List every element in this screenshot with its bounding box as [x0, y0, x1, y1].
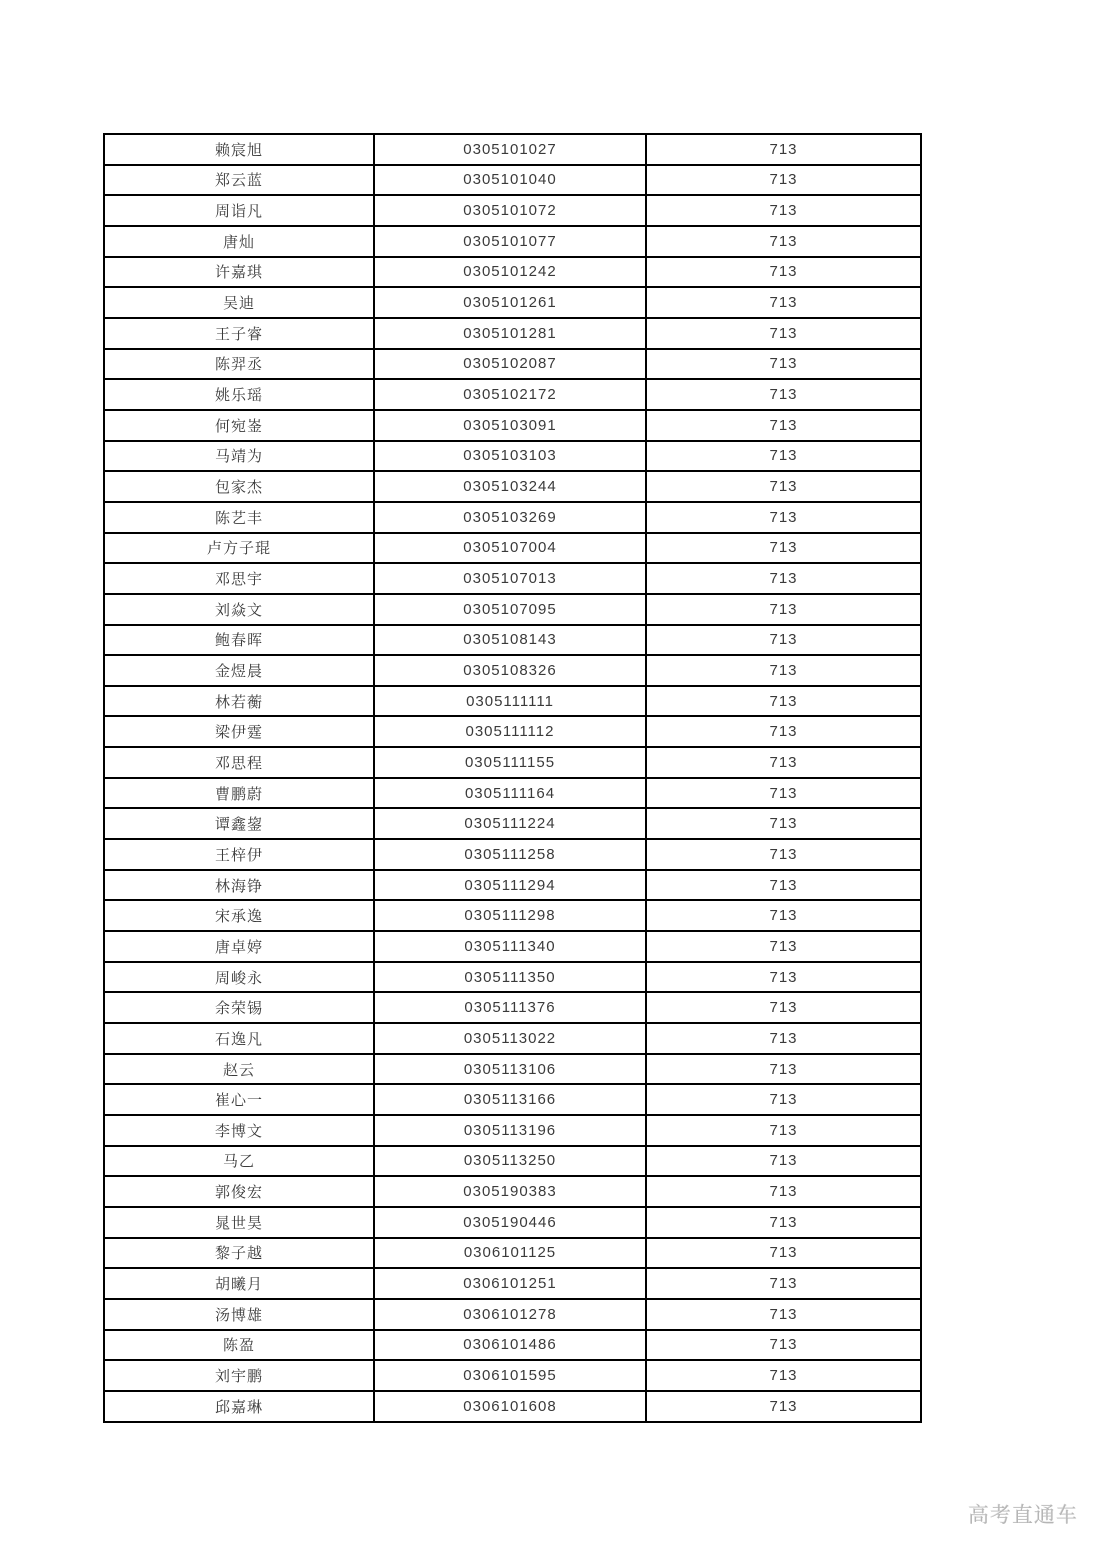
exam-id-cell: 0305111111	[374, 686, 646, 717]
student-name-cell: 唐卓婷	[104, 931, 374, 962]
student-name-cell: 何宛崟	[104, 410, 374, 441]
score-cell: 713	[646, 502, 921, 533]
table-row	[104, 1299, 921, 1330]
exam-id-cell: 0305103269	[374, 502, 646, 533]
score-cell: 713	[646, 195, 921, 226]
table-row	[104, 1023, 921, 1054]
student-name-cell: 石逸凡	[104, 1023, 374, 1054]
student-name-cell: 周峻永	[104, 962, 374, 993]
student-name-cell: 刘焱文	[104, 594, 374, 625]
exam-id-cell: 0305190383	[374, 1176, 646, 1207]
table-row	[104, 410, 921, 441]
student-name-cell: 赵云	[104, 1054, 374, 1085]
score-cell: 713	[646, 1330, 921, 1361]
student-name-cell: 周诣凡	[104, 195, 374, 226]
score-cell: 713	[646, 533, 921, 564]
exam-id-cell: 0305101077	[374, 226, 646, 257]
student-name-cell: 邓思宇	[104, 563, 374, 594]
student-name-cell: 吴迪	[104, 287, 374, 318]
score-cell: 713	[646, 349, 921, 380]
exam-id-cell: 0305111298	[374, 900, 646, 931]
score-cell: 713	[646, 1391, 921, 1422]
student-name-cell: 邓思程	[104, 747, 374, 778]
score-cell: 713	[646, 1023, 921, 1054]
exam-id-cell: 0305113196	[374, 1115, 646, 1146]
table-row	[104, 1330, 921, 1361]
table-row	[104, 778, 921, 809]
score-cell: 713	[646, 778, 921, 809]
table-row	[104, 1146, 921, 1177]
exam-id-cell: 0305190446	[374, 1207, 646, 1238]
exam-id-cell: 0305107095	[374, 594, 646, 625]
exam-id-cell: 0305102172	[374, 379, 646, 410]
table-row	[104, 594, 921, 625]
student-name-cell: 李博文	[104, 1115, 374, 1146]
student-name-cell: 鲍春晖	[104, 625, 374, 656]
score-cell: 713	[646, 900, 921, 931]
exam-id-cell: 0305111155	[374, 747, 646, 778]
score-cell: 713	[646, 1360, 921, 1391]
exam-id-cell: 0306101278	[374, 1299, 646, 1330]
student-name-cell: 曹鹏蔚	[104, 778, 374, 809]
table-row	[104, 870, 921, 901]
score-cell: 713	[646, 1207, 921, 1238]
table-row	[104, 900, 921, 931]
score-cell: 713	[646, 257, 921, 288]
exam-id-cell: 0305111376	[374, 992, 646, 1023]
exam-id-cell: 0305101040	[374, 165, 646, 196]
table-row	[104, 655, 921, 686]
exam-id-cell: 0305107013	[374, 563, 646, 594]
score-cell: 713	[646, 134, 921, 165]
exam-id-cell: 0305103103	[374, 441, 646, 472]
exam-id-cell: 0305103244	[374, 471, 646, 502]
student-name-cell: 马靖为	[104, 441, 374, 472]
table-row	[104, 1054, 921, 1085]
exam-id-cell: 0305101261	[374, 287, 646, 318]
score-cell: 713	[646, 839, 921, 870]
student-name-cell: 余荣锡	[104, 992, 374, 1023]
exam-id-cell: 0305111350	[374, 962, 646, 993]
score-table	[103, 133, 922, 1423]
table-row	[104, 686, 921, 717]
score-cell: 713	[646, 747, 921, 778]
student-name-cell: 黎子越	[104, 1238, 374, 1269]
exam-id-cell: 0305111164	[374, 778, 646, 809]
table-row	[104, 195, 921, 226]
score-cell: 713	[646, 594, 921, 625]
student-name-cell: 姚乐瑶	[104, 379, 374, 410]
student-name-cell: 邱嘉琳	[104, 1391, 374, 1422]
exam-id-cell: 0305113166	[374, 1084, 646, 1115]
table-row	[104, 318, 921, 349]
exam-id-cell: 0306101251	[374, 1268, 646, 1299]
table-row	[104, 1207, 921, 1238]
table-row	[104, 226, 921, 257]
table-row	[104, 1268, 921, 1299]
exam-id-cell: 0305111258	[374, 839, 646, 870]
score-cell: 713	[646, 716, 921, 747]
score-cell: 713	[646, 1268, 921, 1299]
student-name-cell: 陈羿丞	[104, 349, 374, 380]
exam-id-cell: 0305111224	[374, 808, 646, 839]
student-name-cell: 宋承逸	[104, 900, 374, 931]
table-row	[104, 716, 921, 747]
score-cell: 713	[646, 655, 921, 686]
student-name-cell: 林若蘅	[104, 686, 374, 717]
student-name-cell: 卢方子琨	[104, 533, 374, 564]
score-table-body	[104, 134, 921, 1422]
exam-id-cell: 0305107004	[374, 533, 646, 564]
score-cell: 713	[646, 686, 921, 717]
score-cell: 713	[646, 1238, 921, 1269]
student-name-cell: 王梓伊	[104, 839, 374, 870]
exam-id-cell: 0305101072	[374, 195, 646, 226]
table-row	[104, 502, 921, 533]
table-row	[104, 349, 921, 380]
score-cell: 713	[646, 808, 921, 839]
exam-id-cell: 0305111340	[374, 931, 646, 962]
score-cell: 713	[646, 1176, 921, 1207]
exam-id-cell: 0305102087	[374, 349, 646, 380]
table-row	[104, 931, 921, 962]
score-cell: 713	[646, 318, 921, 349]
student-name-cell: 许嘉琪	[104, 257, 374, 288]
score-cell: 713	[646, 410, 921, 441]
table-row	[104, 747, 921, 778]
exam-id-cell: 0306101608	[374, 1391, 646, 1422]
exam-id-cell: 0305111112	[374, 716, 646, 747]
student-name-cell: 包家杰	[104, 471, 374, 502]
exam-id-cell: 0305108143	[374, 625, 646, 656]
score-cell: 713	[646, 563, 921, 594]
table-row	[104, 563, 921, 594]
student-name-cell: 刘宇鹏	[104, 1360, 374, 1391]
student-name-cell: 马乙	[104, 1146, 374, 1177]
student-name-cell: 金煜晨	[104, 655, 374, 686]
student-name-cell: 胡曦月	[104, 1268, 374, 1299]
exam-id-cell: 0305101281	[374, 318, 646, 349]
score-cell: 713	[646, 379, 921, 410]
exam-id-cell: 0306101486	[374, 1330, 646, 1361]
table-row	[104, 1360, 921, 1391]
student-name-cell: 谭鑫鋆	[104, 808, 374, 839]
table-row	[104, 1084, 921, 1115]
score-cell: 713	[646, 625, 921, 656]
score-cell: 713	[646, 1054, 921, 1085]
table-row	[104, 287, 921, 318]
exam-id-cell: 0305103091	[374, 410, 646, 441]
table-row	[104, 533, 921, 564]
exam-id-cell: 0305111294	[374, 870, 646, 901]
table-row	[104, 379, 921, 410]
table-row	[104, 257, 921, 288]
student-name-cell: 赖宸旭	[104, 134, 374, 165]
student-name-cell: 郭俊宏	[104, 1176, 374, 1207]
exam-id-cell: 0305113106	[374, 1054, 646, 1085]
score-cell: 713	[646, 226, 921, 257]
score-cell: 713	[646, 870, 921, 901]
student-name-cell: 陈艺丰	[104, 502, 374, 533]
score-cell: 713	[646, 992, 921, 1023]
score-cell: 713	[646, 1084, 921, 1115]
score-cell: 713	[646, 441, 921, 472]
student-name-cell: 汤博雄	[104, 1299, 374, 1330]
exam-id-cell: 0306101595	[374, 1360, 646, 1391]
student-name-cell: 林海铮	[104, 870, 374, 901]
score-cell: 713	[646, 287, 921, 318]
student-name-cell: 唐灿	[104, 226, 374, 257]
table-row	[104, 441, 921, 472]
table-row	[104, 1391, 921, 1422]
student-name-cell: 晁世昊	[104, 1207, 374, 1238]
table-row	[104, 1176, 921, 1207]
table-row	[104, 962, 921, 993]
score-cell: 713	[646, 1115, 921, 1146]
table-row	[104, 165, 921, 196]
student-name-cell: 王子睿	[104, 318, 374, 349]
table-row	[104, 839, 921, 870]
score-cell: 713	[646, 1299, 921, 1330]
student-name-cell: 陈盈	[104, 1330, 374, 1361]
exam-id-cell: 0305113022	[374, 1023, 646, 1054]
exam-id-cell: 0305108326	[374, 655, 646, 686]
table-row	[104, 808, 921, 839]
exam-id-cell: 0305101242	[374, 257, 646, 288]
table-row	[104, 1115, 921, 1146]
student-name-cell: 郑云蓝	[104, 165, 374, 196]
table-row	[104, 625, 921, 656]
watermark-gaokao-zhitongche: 高考直通车	[968, 1504, 1078, 1527]
exam-id-cell: 0305101027	[374, 134, 646, 165]
table-row	[104, 471, 921, 502]
score-cell: 713	[646, 962, 921, 993]
score-cell: 713	[646, 165, 921, 196]
score-cell: 713	[646, 1146, 921, 1177]
table-row	[104, 1238, 921, 1269]
table-row	[104, 992, 921, 1023]
score-cell: 713	[646, 931, 921, 962]
student-name-cell: 崔心一	[104, 1084, 374, 1115]
student-name-cell: 梁伊霆	[104, 716, 374, 747]
table-row	[104, 134, 921, 165]
exam-id-cell: 0306101125	[374, 1238, 646, 1269]
score-cell: 713	[646, 471, 921, 502]
exam-id-cell: 0305113250	[374, 1146, 646, 1177]
